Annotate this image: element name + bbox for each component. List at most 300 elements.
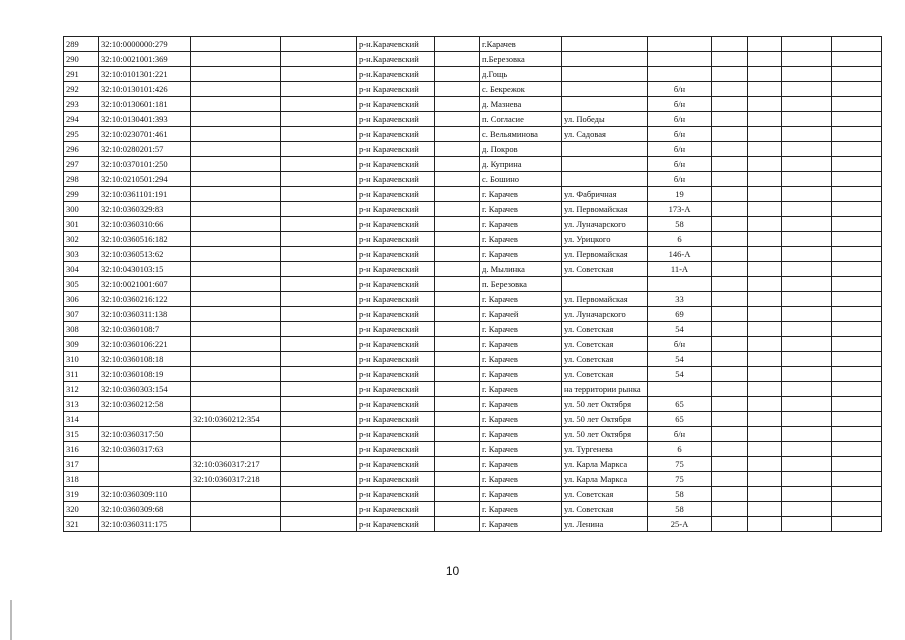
row-number-cell: 300 xyxy=(64,202,99,217)
empty-cell xyxy=(712,142,748,157)
empty-cell xyxy=(712,337,748,352)
row-number-cell: 317 xyxy=(64,457,99,472)
house-number-cell xyxy=(648,37,712,52)
cadastral-number-alt-cell xyxy=(191,97,281,112)
table-row xyxy=(64,37,882,52)
table-row xyxy=(64,517,882,532)
row-number-cell: 290 xyxy=(64,52,99,67)
empty-cell xyxy=(748,247,782,262)
locality-cell: г. Карачев xyxy=(480,337,562,352)
empty-cell xyxy=(712,82,748,97)
house-number-cell: б/н xyxy=(648,157,712,172)
empty-cell xyxy=(712,232,748,247)
cadastral-number-alt-cell xyxy=(191,442,281,457)
empty-cell xyxy=(712,307,748,322)
empty-cell xyxy=(281,292,357,307)
district-cell: р-н Карачевский xyxy=(357,187,435,202)
empty-cell xyxy=(832,307,882,322)
street-cell xyxy=(562,142,648,157)
locality-cell: г. Карачев xyxy=(480,502,562,517)
row-number-cell: 298 xyxy=(64,172,99,187)
empty-cell xyxy=(435,472,480,487)
district-cell: р-н Карачевский xyxy=(357,457,435,472)
empty-cell xyxy=(832,457,882,472)
empty-cell xyxy=(748,157,782,172)
district-cell: р-н Карачевский xyxy=(357,367,435,382)
district-cell: р-н Карачевский xyxy=(357,202,435,217)
cadastral-number-cell: 32:10:0360310:66 xyxy=(99,217,191,232)
cadastral-number-cell xyxy=(99,457,191,472)
empty-cell xyxy=(712,397,748,412)
empty-cell xyxy=(281,352,357,367)
empty-cell xyxy=(748,397,782,412)
empty-cell xyxy=(748,52,782,67)
street-cell xyxy=(562,277,648,292)
table-row xyxy=(64,397,882,412)
cadastral-number-cell: 32:10:0360513:62 xyxy=(99,247,191,262)
row-number-cell: 302 xyxy=(64,232,99,247)
cadastral-number-alt-cell xyxy=(191,277,281,292)
cadastral-number-cell: 32:10:0360311:138 xyxy=(99,307,191,322)
empty-cell xyxy=(832,82,882,97)
empty-cell xyxy=(435,517,480,532)
district-cell: р-н Карачевский xyxy=(357,262,435,277)
empty-cell xyxy=(748,322,782,337)
district-cell: р-н.Карачевский xyxy=(357,52,435,67)
row-number-cell: 299 xyxy=(64,187,99,202)
empty-cell xyxy=(748,142,782,157)
house-number-cell: 54 xyxy=(648,352,712,367)
table-row xyxy=(64,472,882,487)
house-number-cell: б/н xyxy=(648,97,712,112)
row-number-cell: 296 xyxy=(64,142,99,157)
cadastral-number-alt-cell xyxy=(191,142,281,157)
empty-cell xyxy=(782,127,832,142)
cadastral-number-alt-cell xyxy=(191,37,281,52)
cadastral-number-cell: 32:10:0361101:191 xyxy=(99,187,191,202)
district-cell: р-н Карачевский xyxy=(357,412,435,427)
empty-cell xyxy=(748,442,782,457)
empty-cell xyxy=(435,277,480,292)
empty-cell xyxy=(281,262,357,277)
locality-cell: г. Карачей xyxy=(480,307,562,322)
empty-cell xyxy=(748,382,782,397)
empty-cell xyxy=(435,502,480,517)
cadastral-number-cell: 32:10:0130401:393 xyxy=(99,112,191,127)
empty-cell xyxy=(712,112,748,127)
locality-cell: г. Карачев xyxy=(480,187,562,202)
table-row xyxy=(64,502,882,517)
table-row xyxy=(64,352,882,367)
district-cell: р-н Карачевский xyxy=(357,337,435,352)
district-cell: р-н Карачевский xyxy=(357,142,435,157)
empty-cell xyxy=(435,307,480,322)
empty-cell xyxy=(281,112,357,127)
house-number-cell: 146-А xyxy=(648,247,712,262)
house-number-cell: б/н xyxy=(648,112,712,127)
cadastral-number-alt-cell xyxy=(191,82,281,97)
cadastral-number-alt-cell xyxy=(191,292,281,307)
empty-cell xyxy=(712,67,748,82)
empty-cell xyxy=(281,202,357,217)
empty-cell xyxy=(748,457,782,472)
empty-cell xyxy=(782,307,832,322)
empty-cell xyxy=(435,487,480,502)
empty-cell xyxy=(435,352,480,367)
row-number-cell: 309 xyxy=(64,337,99,352)
house-number-cell: 54 xyxy=(648,367,712,382)
house-number-cell: 65 xyxy=(648,397,712,412)
empty-cell xyxy=(281,142,357,157)
table-row xyxy=(64,457,882,472)
locality-cell: г. Карачев xyxy=(480,442,562,457)
house-number-cell xyxy=(648,382,712,397)
empty-cell xyxy=(281,457,357,472)
table-row xyxy=(64,412,882,427)
empty-cell xyxy=(748,112,782,127)
empty-cell xyxy=(712,322,748,337)
cadastral-number-cell: 32:10:0360311:175 xyxy=(99,517,191,532)
cadastral-number-cell: 32:10:0230701:461 xyxy=(99,127,191,142)
street-cell: ул. Советская xyxy=(562,337,648,352)
table-row xyxy=(64,202,882,217)
district-cell: р-н Карачевский xyxy=(357,112,435,127)
street-cell: ул. Советская xyxy=(562,322,648,337)
empty-cell xyxy=(832,112,882,127)
street-cell: ул. 50 лет Октября xyxy=(562,427,648,442)
locality-cell: г. Карачев xyxy=(480,202,562,217)
empty-cell xyxy=(748,352,782,367)
cadastral-number-alt-cell xyxy=(191,397,281,412)
empty-cell xyxy=(832,67,882,82)
empty-cell xyxy=(782,217,832,232)
empty-cell xyxy=(748,427,782,442)
empty-cell xyxy=(712,277,748,292)
empty-cell xyxy=(435,127,480,142)
cadastral-number-alt-cell xyxy=(191,307,281,322)
locality-cell: д. Покров xyxy=(480,142,562,157)
locality-cell: п. Согласие xyxy=(480,112,562,127)
street-cell: ул. Первомайская xyxy=(562,202,648,217)
empty-cell xyxy=(748,367,782,382)
cadastral-number-alt-cell xyxy=(191,172,281,187)
district-cell: р-н Карачевский xyxy=(357,97,435,112)
cadastral-number-alt-cell xyxy=(191,322,281,337)
house-number-cell: б/н xyxy=(648,127,712,142)
row-number-cell: 305 xyxy=(64,277,99,292)
district-cell: р-н Карачевский xyxy=(357,217,435,232)
cadastral-number-alt-cell xyxy=(191,67,281,82)
street-cell: на территории рынка xyxy=(562,382,648,397)
row-number-cell: 303 xyxy=(64,247,99,262)
empty-cell xyxy=(782,187,832,202)
scan-edge-mark xyxy=(10,600,12,640)
empty-cell xyxy=(782,322,832,337)
table-row xyxy=(64,367,882,382)
cadastral-number-cell: 32:10:0360108:19 xyxy=(99,367,191,382)
row-number-cell: 316 xyxy=(64,442,99,457)
row-number-cell: 319 xyxy=(64,487,99,502)
street-cell xyxy=(562,97,648,112)
empty-cell xyxy=(748,262,782,277)
empty-cell xyxy=(782,52,832,67)
street-cell: ул. Советская xyxy=(562,502,648,517)
district-cell: р-н Карачевский xyxy=(357,292,435,307)
street-cell: ул. Карла Маркса xyxy=(562,472,648,487)
district-cell: р-н Карачевский xyxy=(357,397,435,412)
cadastral-number-alt-cell xyxy=(191,202,281,217)
row-number-cell: 308 xyxy=(64,322,99,337)
empty-cell xyxy=(832,337,882,352)
empty-cell xyxy=(435,292,480,307)
locality-cell: г.Карачев xyxy=(480,37,562,52)
empty-cell xyxy=(832,202,882,217)
empty-cell xyxy=(712,262,748,277)
empty-cell xyxy=(281,427,357,442)
empty-cell xyxy=(748,202,782,217)
empty-cell xyxy=(281,367,357,382)
empty-cell xyxy=(712,457,748,472)
locality-cell: г. Карачев xyxy=(480,517,562,532)
empty-cell xyxy=(832,127,882,142)
empty-cell xyxy=(832,217,882,232)
empty-cell xyxy=(281,517,357,532)
empty-cell xyxy=(782,247,832,262)
empty-cell xyxy=(281,52,357,67)
house-number-cell: б/н xyxy=(648,82,712,97)
empty-cell xyxy=(281,442,357,457)
empty-cell xyxy=(782,112,832,127)
empty-cell xyxy=(281,502,357,517)
empty-cell xyxy=(712,217,748,232)
empty-cell xyxy=(712,202,748,217)
empty-cell xyxy=(782,367,832,382)
locality-cell: г. Карачев xyxy=(480,322,562,337)
empty-cell xyxy=(281,127,357,142)
empty-cell xyxy=(712,37,748,52)
empty-cell xyxy=(281,337,357,352)
street-cell: ул. Советская xyxy=(562,352,648,367)
cadastral-number-alt-cell xyxy=(191,352,281,367)
house-number-cell: 19 xyxy=(648,187,712,202)
empty-cell xyxy=(832,172,882,187)
house-number-cell xyxy=(648,277,712,292)
cadastral-number-cell: 32:10:0360309:68 xyxy=(99,502,191,517)
cadastral-number-alt-cell xyxy=(191,127,281,142)
cadastral-number-alt-cell xyxy=(191,337,281,352)
locality-cell: г. Карачев xyxy=(480,472,562,487)
street-cell: ул. Карла Маркса xyxy=(562,457,648,472)
locality-cell: с. Бекрежок xyxy=(480,82,562,97)
empty-cell xyxy=(782,292,832,307)
empty-cell xyxy=(782,172,832,187)
cadastral-number-alt-cell xyxy=(191,262,281,277)
empty-cell xyxy=(832,487,882,502)
district-cell: р-н Карачевский xyxy=(357,127,435,142)
district-cell: р-н Карачевский xyxy=(357,322,435,337)
table-row xyxy=(64,52,882,67)
empty-cell xyxy=(712,292,748,307)
cadastral-number-cell: 32:10:0021001:369 xyxy=(99,52,191,67)
locality-cell: с. Бошино xyxy=(480,172,562,187)
locality-cell: п. Березовка xyxy=(480,277,562,292)
table-row xyxy=(64,262,882,277)
empty-cell xyxy=(712,472,748,487)
empty-cell xyxy=(782,82,832,97)
empty-cell xyxy=(712,97,748,112)
empty-cell xyxy=(281,277,357,292)
empty-cell xyxy=(832,382,882,397)
empty-cell xyxy=(782,337,832,352)
cadastral-number-cell: 32:10:0280201:57 xyxy=(99,142,191,157)
empty-cell xyxy=(435,397,480,412)
cadastral-number-alt-cell xyxy=(191,367,281,382)
district-cell: р-н Карачевский xyxy=(357,247,435,262)
row-number-cell: 292 xyxy=(64,82,99,97)
empty-cell xyxy=(435,427,480,442)
street-cell: ул. Тургенева xyxy=(562,442,648,457)
house-number-cell xyxy=(648,67,712,82)
district-cell: р-н Карачевский xyxy=(357,307,435,322)
empty-cell xyxy=(748,232,782,247)
empty-cell xyxy=(435,112,480,127)
cadastral-number-alt-cell xyxy=(191,232,281,247)
empty-cell xyxy=(435,457,480,472)
cadastral-number-cell: 32:10:0360317:63 xyxy=(99,442,191,457)
empty-cell xyxy=(782,37,832,52)
empty-cell xyxy=(782,382,832,397)
house-number-cell: 65 xyxy=(648,412,712,427)
row-number-cell: 301 xyxy=(64,217,99,232)
table-row xyxy=(64,82,882,97)
table-row xyxy=(64,427,882,442)
row-number-cell: 311 xyxy=(64,367,99,382)
cadastral-number-alt-cell xyxy=(191,217,281,232)
empty-cell xyxy=(281,187,357,202)
locality-cell: г. Карачев xyxy=(480,427,562,442)
empty-cell xyxy=(782,412,832,427)
table-row xyxy=(64,307,882,322)
cadastral-number-cell: 32:10:0360212:58 xyxy=(99,397,191,412)
street-cell: ул. Советская xyxy=(562,487,648,502)
house-number-cell: 75 xyxy=(648,457,712,472)
empty-cell xyxy=(435,322,480,337)
row-number-cell: 291 xyxy=(64,67,99,82)
empty-cell xyxy=(782,262,832,277)
row-number-cell: 294 xyxy=(64,112,99,127)
registry-table xyxy=(63,36,882,532)
district-cell: р-н Карачевский xyxy=(357,487,435,502)
empty-cell xyxy=(281,472,357,487)
cadastral-number-cell xyxy=(99,412,191,427)
locality-cell: п.Березовка xyxy=(480,52,562,67)
empty-cell xyxy=(435,82,480,97)
empty-cell xyxy=(782,502,832,517)
table-row xyxy=(64,157,882,172)
district-cell: р-н Карачевский xyxy=(357,472,435,487)
house-number-cell: 6 xyxy=(648,442,712,457)
cadastral-number-alt-cell xyxy=(191,157,281,172)
empty-cell xyxy=(281,247,357,262)
street-cell: ул. Луначарского xyxy=(562,217,648,232)
cadastral-number-cell: 32:10:0360317:50 xyxy=(99,427,191,442)
empty-cell xyxy=(281,217,357,232)
cadastral-number-cell: 32:10:0130601:181 xyxy=(99,97,191,112)
row-number-cell: 310 xyxy=(64,352,99,367)
empty-cell xyxy=(435,37,480,52)
house-number-cell: б/н xyxy=(648,172,712,187)
empty-cell xyxy=(748,487,782,502)
empty-cell xyxy=(832,247,882,262)
district-cell: р-н Карачевский xyxy=(357,172,435,187)
house-number-cell: 58 xyxy=(648,217,712,232)
empty-cell xyxy=(281,307,357,322)
empty-cell xyxy=(748,412,782,427)
street-cell: ул. Первомайская xyxy=(562,292,648,307)
empty-cell xyxy=(712,487,748,502)
district-cell: р-н.Карачевский xyxy=(357,37,435,52)
district-cell: р-н Карачевский xyxy=(357,442,435,457)
empty-cell xyxy=(712,517,748,532)
house-number-cell: 6 xyxy=(648,232,712,247)
locality-cell: г. Карачев xyxy=(480,487,562,502)
empty-cell xyxy=(435,217,480,232)
district-cell: р-н Карачевский xyxy=(357,502,435,517)
table-row xyxy=(64,442,882,457)
table-row xyxy=(64,67,882,82)
district-cell: р-н Карачевский xyxy=(357,277,435,292)
empty-cell xyxy=(435,97,480,112)
street-cell xyxy=(562,52,648,67)
house-number-cell: 25-А xyxy=(648,517,712,532)
row-number-cell: 306 xyxy=(64,292,99,307)
empty-cell xyxy=(281,37,357,52)
locality-cell: г. Карачев xyxy=(480,382,562,397)
house-number-cell: 58 xyxy=(648,502,712,517)
empty-cell xyxy=(748,187,782,202)
house-number-cell: 33 xyxy=(648,292,712,307)
table-row xyxy=(64,292,882,307)
cadastral-number-alt-cell xyxy=(191,52,281,67)
house-number-cell: 69 xyxy=(648,307,712,322)
empty-cell xyxy=(712,352,748,367)
cadastral-number-alt-cell xyxy=(191,427,281,442)
table-row xyxy=(64,97,882,112)
cadastral-number-cell: 32:10:0360108:7 xyxy=(99,322,191,337)
empty-cell xyxy=(782,202,832,217)
empty-cell xyxy=(281,397,357,412)
row-number-cell: 307 xyxy=(64,307,99,322)
row-number-cell: 313 xyxy=(64,397,99,412)
locality-cell: г. Карачев xyxy=(480,367,562,382)
empty-cell xyxy=(832,472,882,487)
cadastral-number-alt-cell xyxy=(191,247,281,262)
empty-cell xyxy=(435,247,480,262)
cadastral-number-alt-cell xyxy=(191,502,281,517)
empty-cell xyxy=(832,52,882,67)
empty-cell xyxy=(748,292,782,307)
empty-cell xyxy=(712,367,748,382)
cadastral-number-cell: 32:10:0000000:279 xyxy=(99,37,191,52)
empty-cell xyxy=(281,157,357,172)
empty-cell xyxy=(712,157,748,172)
street-cell xyxy=(562,37,648,52)
house-number-cell: 54 xyxy=(648,322,712,337)
empty-cell xyxy=(435,52,480,67)
house-number-cell: 58 xyxy=(648,487,712,502)
empty-cell xyxy=(435,367,480,382)
district-cell: р-н Карачевский xyxy=(357,427,435,442)
